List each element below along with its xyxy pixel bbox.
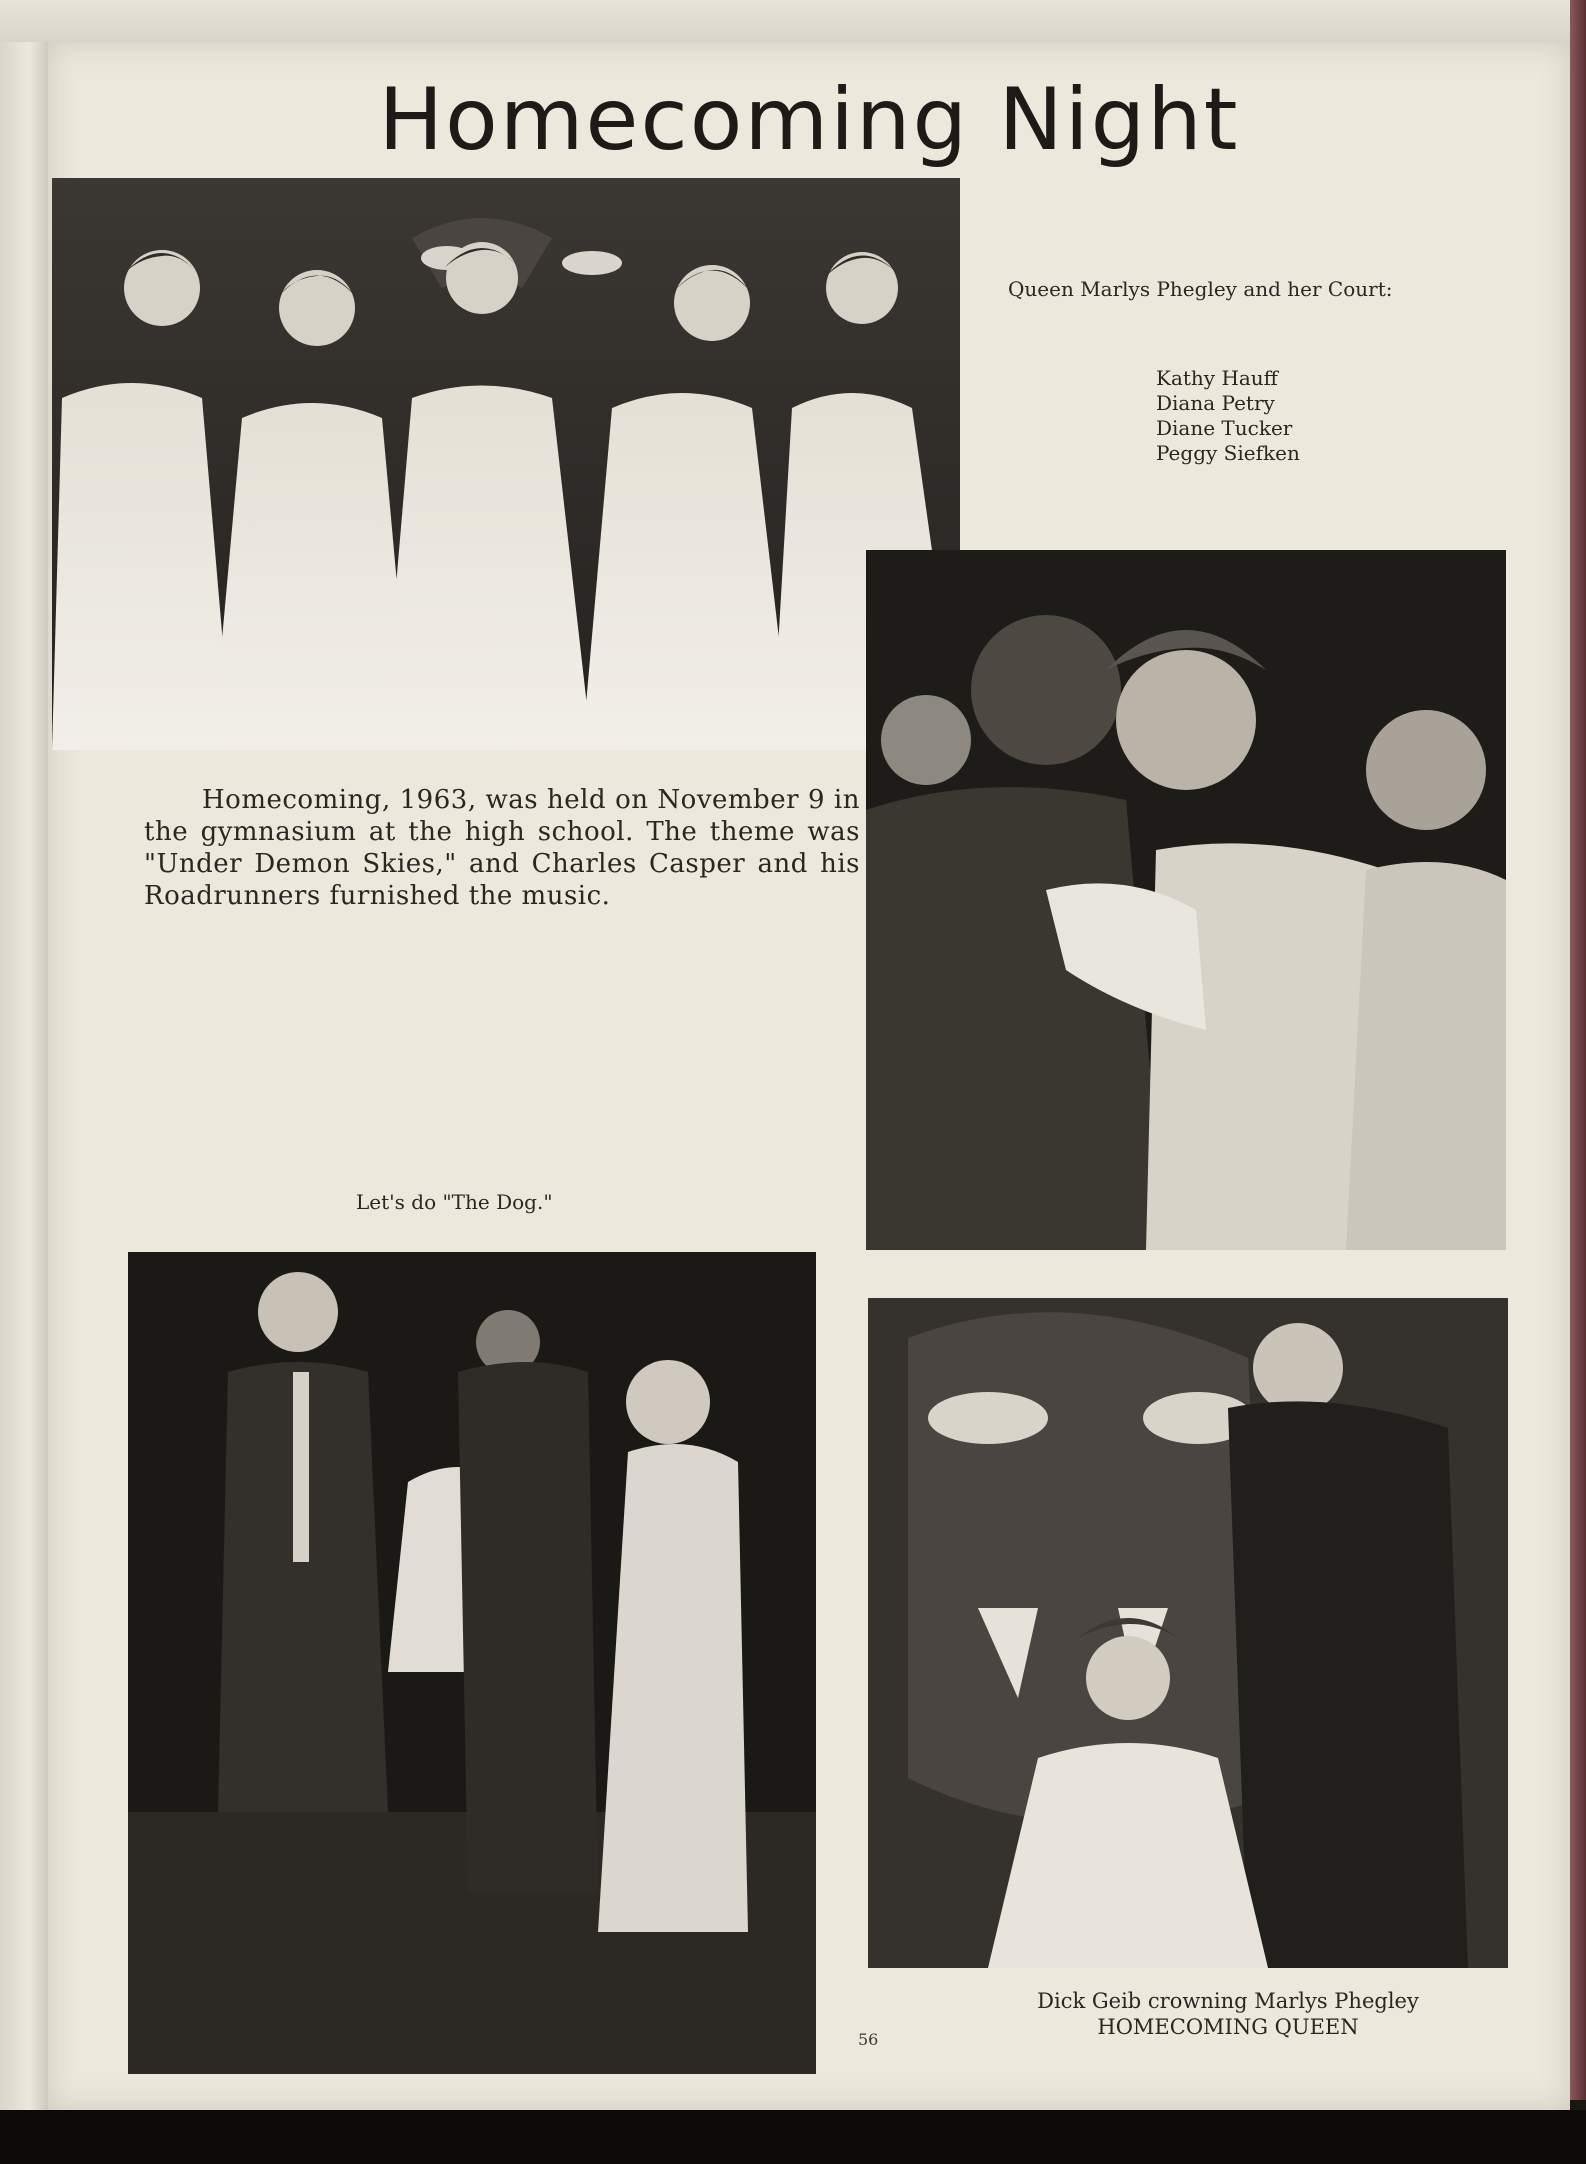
court-photo (52, 178, 960, 750)
court-member-list (1156, 366, 1456, 466)
court-member: Diana Petry (1156, 391, 1275, 415)
dancing-queen-photo (866, 550, 1506, 1250)
scan-bottom-edge (0, 2110, 1586, 2164)
scan-top-edge (0, 0, 1586, 42)
crowning-photo (868, 1298, 1508, 1968)
crowning-caption-line1: Dick Geib crowning Marlys Phegley (1037, 1989, 1419, 2013)
court-member: Peggy Siefken (1156, 441, 1300, 465)
scan-right-edge (1570, 0, 1586, 2100)
dance-floor-photo (128, 1252, 816, 2074)
scan-left-edge (0, 0, 48, 2164)
court-member: Diane Tucker (1156, 416, 1293, 440)
page-title: Homecoming Night (378, 70, 1240, 170)
court-member: Kathy Hauff (1156, 366, 1278, 390)
yearbook-page (48, 42, 1570, 2110)
crowning-caption (908, 1988, 1548, 2040)
page-number: 56 (858, 2030, 879, 2049)
crowning-caption-line2: HOMECOMING QUEEN (1097, 2015, 1359, 2039)
dance-photo-caption: Let's do "The Dog." (356, 1190, 553, 1214)
article-paragraph: Homecoming, 1963, was held on November 9 in the gymnasium at the high school. The theme was "Under Demon Skies," and Charles Casper and his Roadrunners furnished the music. (144, 785, 860, 911)
court-caption-heading: Queen Marlys Phegley and her Court: (1008, 277, 1393, 301)
